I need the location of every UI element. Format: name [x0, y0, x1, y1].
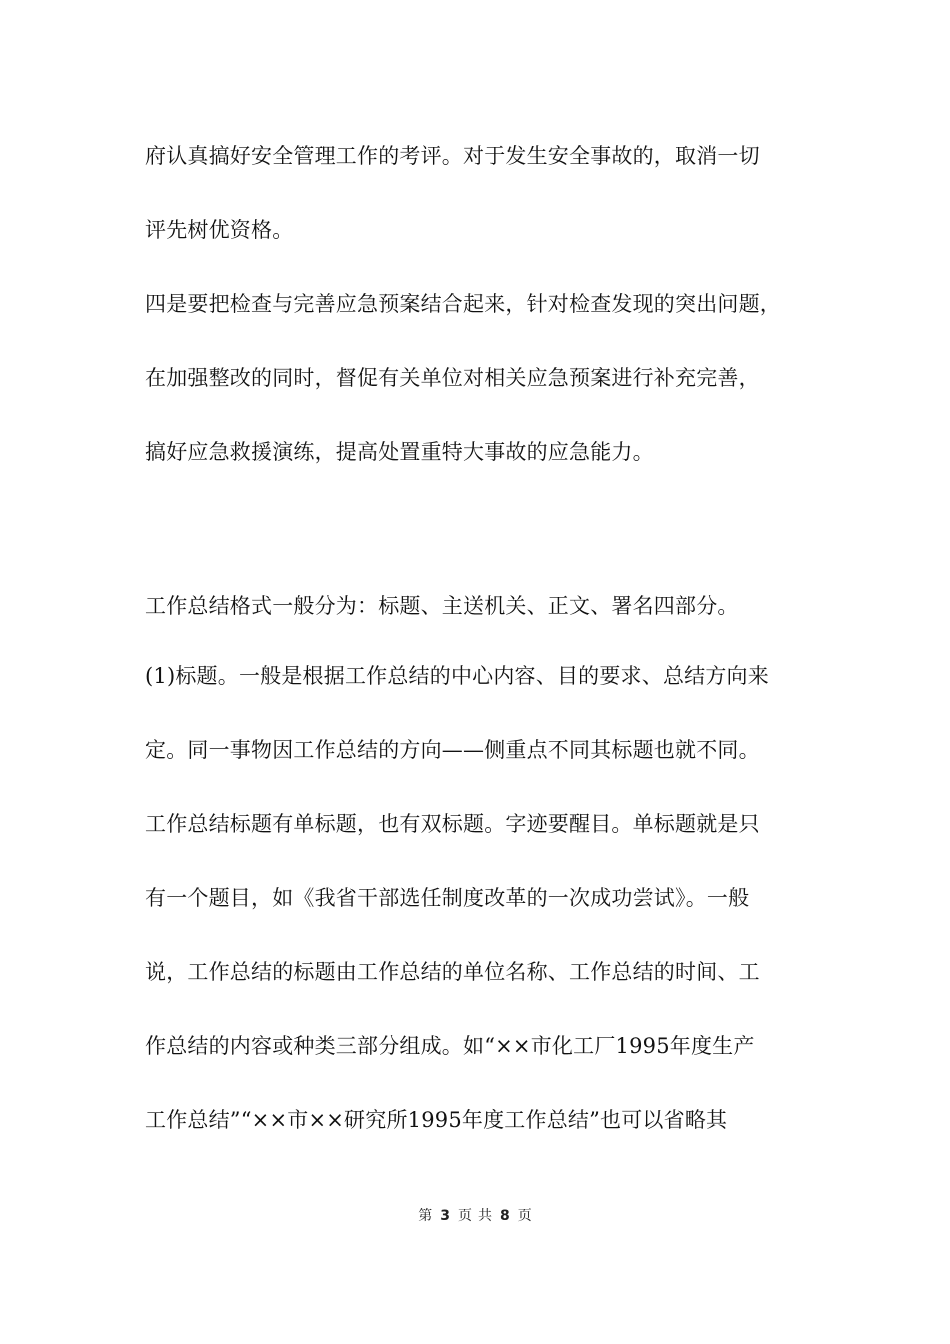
text-line: 府认真搞好安全管理工作的考评。对于发生安全事故的，取消一切 [145, 144, 760, 168]
text-line: 工作总结标题有单标题，也有双标题。字迹要醒目。单标题就是只 [145, 812, 760, 836]
footer-suffix: 页 [517, 1208, 532, 1224]
text-line: 说，工作总结的标题由工作总结的单位名称、工作总结的时间、工 [145, 960, 760, 984]
text-line: 作总结的内容或种类三部分组成。如“××市化工厂1995年度生产 [145, 1034, 755, 1058]
text-line: 工作总结格式一般分为：标题、主送机关、正文、署名四部分。 [145, 594, 739, 618]
text-line: 工作总结”“××市××研究所1995年度工作总结”也可以省略其 [145, 1108, 728, 1132]
footer-prefix: 第 [418, 1208, 433, 1224]
page-footer [0, 1207, 950, 1225]
text-line: 评先树优资格。 [145, 218, 294, 242]
total-page-number: 8 [500, 1208, 510, 1224]
text-line: 搞好应急救援演练，提高处置重特大事故的应急能力。 [145, 440, 654, 464]
text-line: 有一个题目，如《我省干部选任制度改革的一次成功尝试》。一般 [145, 886, 750, 910]
text-line: 定。同一事物因工作总结的方向——侧重点不同其标题也就不同。 [145, 738, 760, 762]
text-line: 四是要把检查与完善应急预案结合起来，针对检查发现的突出问题， [145, 292, 781, 316]
footer-page-word: 页 [458, 1208, 472, 1224]
text-line: (1)标题。一般是根据工作总结的中心内容、目的要求、总结方向来 [145, 664, 769, 688]
footer-total-word: 共 [478, 1208, 492, 1224]
text-line: 在加强整改的同时，督促有关单位对相关应急预案进行补充完善， [145, 366, 760, 390]
current-page-number: 3 [440, 1208, 450, 1224]
